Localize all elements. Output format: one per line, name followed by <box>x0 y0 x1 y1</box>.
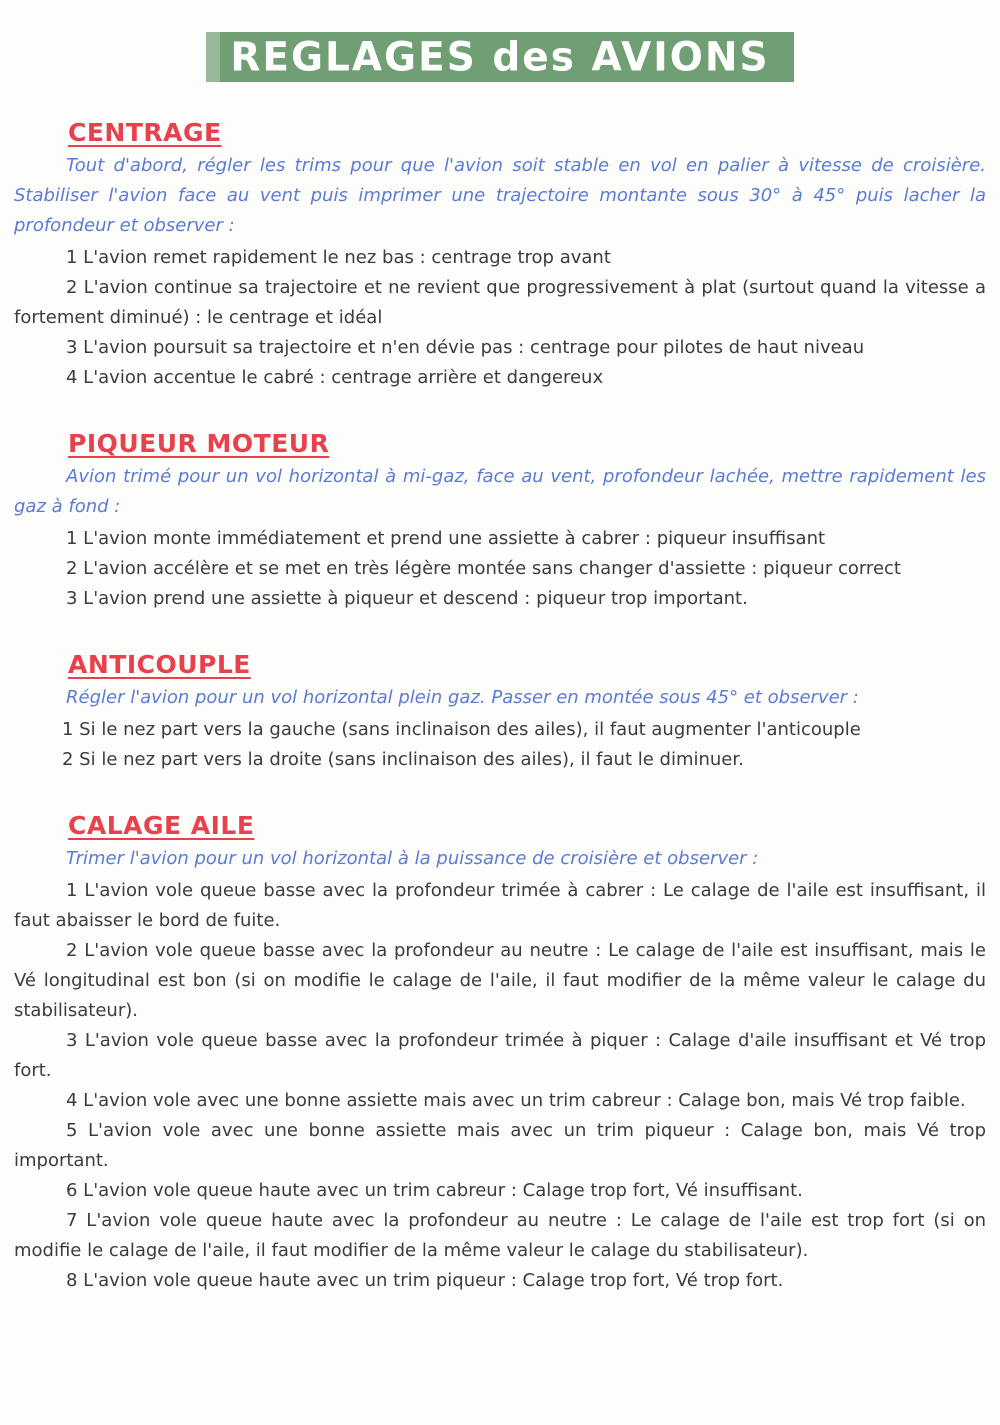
list-item: 1 L'avion monte immédiatement et prend une assiette à cabrer : piqueur insuffisant <box>66 528 826 549</box>
section-anticouple <box>14 650 986 775</box>
page-title: REGLAGES des AVIONS <box>230 34 770 80</box>
list-item: 4 L'avion vole avec une bonne assiette mais avec un trim cabreur : Calage bon, mais Vé trop faible. <box>66 1090 966 1111</box>
section-piqueur-moteur <box>14 429 986 614</box>
page-title-banner <box>206 32 794 82</box>
list-item: 8 L'avion vole queue haute avec un trim piqueur : Calage trop fort, Vé trop fort. <box>66 1270 784 1291</box>
list-item: 5 L'avion vole avec une bonne assiette mais avec un trim piqueur : Calage bon, mais Vé trop important. <box>14 1120 986 1171</box>
list-item: 2 Si le nez part vers la droite (sans inclinaison des ailes), il faut le diminuer. <box>62 749 744 770</box>
section-intro: Tout d'abord, régler les trims pour que l'avion soit stable en vol en palier à vitesse de croisière. Stabiliser l'avion face au vent puis imprimer une trajectoire montante sous 30° à 45° puis lacher la profondeur et observer : <box>14 155 986 236</box>
list-item: 6 L'avion vole queue haute avec un trim cabreur : Calage trop fort, Vé insuffisant. <box>66 1180 803 1201</box>
section-heading: ANTICOUPLE <box>68 650 251 679</box>
list-item: 7 L'avion vole queue haute avec la profondeur au neutre : Le calage de l'aile est trop fort (si on modifie le calage de l'aile, il faut modifier de la même valeur le calage du stabilisateur). <box>14 1210 986 1261</box>
section-heading: CALAGE AILE <box>68 811 255 840</box>
section-calage-aile <box>14 811 986 1296</box>
list-item: 3 L'avion poursuit sa trajectoire et n'en dévie pas : centrage pour pilotes de haut niveau <box>66 337 865 358</box>
list-item: 3 L'avion prend une assiette à piqueur et descend : piqueur trop important. <box>66 588 748 609</box>
section-intro: Trimer l'avion pour un vol horizontal à la puissance de croisière et observer : <box>66 848 759 869</box>
section-intro: Régler l'avion pour un vol horizontal plein gaz. Passer en montée sous 45° et observer : <box>66 687 859 708</box>
list-item: 1 Si le nez part vers la gauche (sans inclinaison des ailes), il faut augmenter l'anticouple <box>62 719 861 740</box>
list-item: 1 L'avion remet rapidement le nez bas : centrage trop avant <box>66 247 611 268</box>
section-intro: Avion trimé pour un vol horizontal à mi-gaz, face au vent, profondeur lachée, mettre rapidement les gaz à fond : <box>14 466 986 517</box>
list-item: 2 L'avion continue sa trajectoire et ne revient que progressivement à plat (surtout quand la vitesse a fortement diminué) : le centrage et idéal <box>14 277 986 328</box>
section-centrage <box>14 118 986 393</box>
list-item: 1 L'avion vole queue basse avec la profondeur trimée à cabrer : Le calage de l'aile est insuffisant, il faut abaisser le bord de fuite. <box>14 880 986 931</box>
list-item: 2 L'avion accélère et se met en très légère montée sans changer d'assiette : piqueur correct <box>66 558 901 579</box>
section-heading: PIQUEUR MOTEUR <box>68 429 330 458</box>
list-item: 3 L'avion vole queue basse avec la profondeur trimée à piquer : Calage d'aile insuffisant et Vé trop fort. <box>14 1030 986 1081</box>
list-item: 4 L'avion accentue le cabré : centrage arrière et dangereux <box>66 367 604 388</box>
section-heading: CENTRAGE <box>68 118 222 147</box>
list-item: 2 L'avion vole queue basse avec la profondeur au neutre : Le calage de l'aile est insuffisant, mais le Vé longitudinal est bon (si on modifie le calage de l'aile, il faut modifier de la même valeur le calage du stabilisateur). <box>14 940 986 1021</box>
sections-container <box>14 118 986 1296</box>
